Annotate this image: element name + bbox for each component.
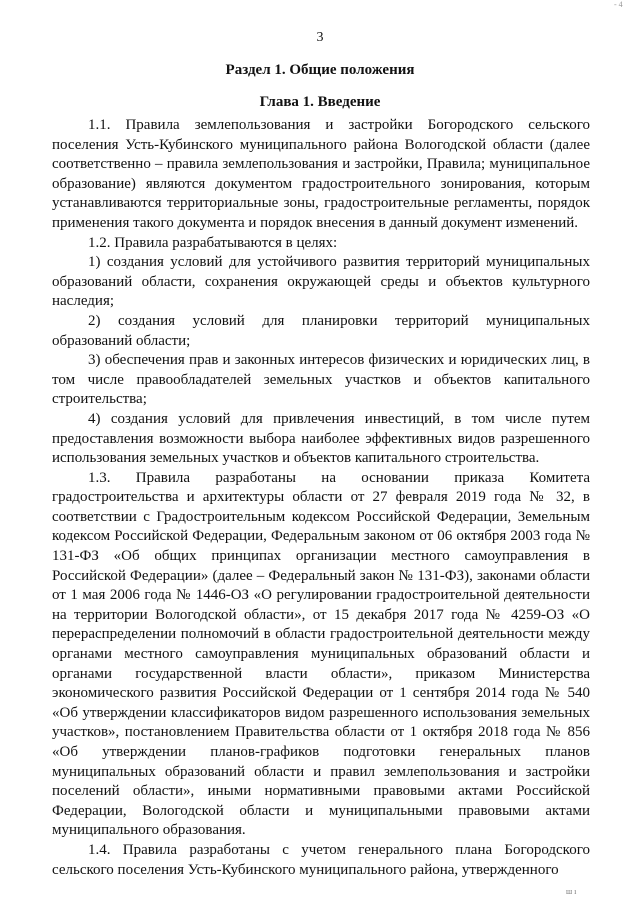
list-item-3: 3) обеспечения прав и законных интересов физических и юридических лиц, в том числе правообладателей земельных участков и объектов капитального строительства; (52, 352, 590, 408)
chapter-title: Глава 1. Введение (259, 94, 381, 110)
scan-mark: ш ı (566, 887, 577, 896)
list-item-4: 4) создания условий для привлечения инвестиций, в том числе путем предоставления возможности выбора наиболее эффективных видов разрешенного использования земельных участков и объектов капитального строительства. (52, 410, 590, 467)
paragraph-1-3: 1.3. Правила разработаны на основании приказа Комитета градостроительства и архитектуры области от 27 февраля 2019 года № 32, в соответствии с Градостроительным кодексом Российской Федерации, Земельным кодексом Российской Федерации, Федеральным законом от 06 октября 2003 года № 131-ФЗ «Об общих принципах организации местного самоуправления в Российской Федерации» (далее – Федеральный закон № 131-ФЗ), законами области от 1 мая 2006 года № 1446-ОЗ «О регулировании градостроительной деятельности на территории Вологодской области», от 15 декабря 2017 года № 4259-ОЗ «О перераспределении полномочий в области градостроительной деятельности между органами местного самоуправления муниципальных образований области и органами государственной власти области», приказом Министерства экономического развития Российской Федерации от 1 сентября 2014 года № 540 «Об утверждении классификаторов видом разрешенного использования земельных участков», постановлением Правительства области от 1 октября 2018 года № 856 «Об утверждении планов-графиков подготовки генеральных планов муниципальных образований области и правил землепользования и застройки поселений области», иными нормативными правовыми актами Российской Федерации, Вологодской области и муниципальными правовыми актами муниципального образования. (52, 469, 590, 839)
top-corner-mark: - 4 (614, 0, 623, 9)
section-title: Раздел 1. Общие положения (225, 62, 415, 78)
list-item-1: 1) создания условий для устойчивого развития территорий муниципальных образований области, сохранения окружающей среды и объектов культурного наследия; (52, 254, 590, 310)
document-body (52, 116, 590, 880)
paragraph-1-1: 1.1. Правила землепользования и застройки Богородского сельского поселения Усть-Кубинского муниципального района Вологодской области (далее соответственно – правила землепользования и застройки, Правила; муниципальное образование) являются документом градостроительного зонирования, которым устанавливаются территориальные зоны, градостроительные регламенты, порядок применения такого документа и порядок внесения в данный документ изменений. (52, 117, 590, 231)
paragraph-1-4: 1.4. Правила разработаны с учетом генерального плана Богородского сельского поселения Усть-Кубинского муниципального района, утвержденного (52, 841, 590, 878)
list-item-2: 2) создания условий для планировки территорий муниципальных образований области; (52, 312, 590, 349)
page-number: 3 (316, 30, 324, 45)
paragraph-1-2: 1.2. Правила разрабатываются в целях: (88, 234, 338, 251)
